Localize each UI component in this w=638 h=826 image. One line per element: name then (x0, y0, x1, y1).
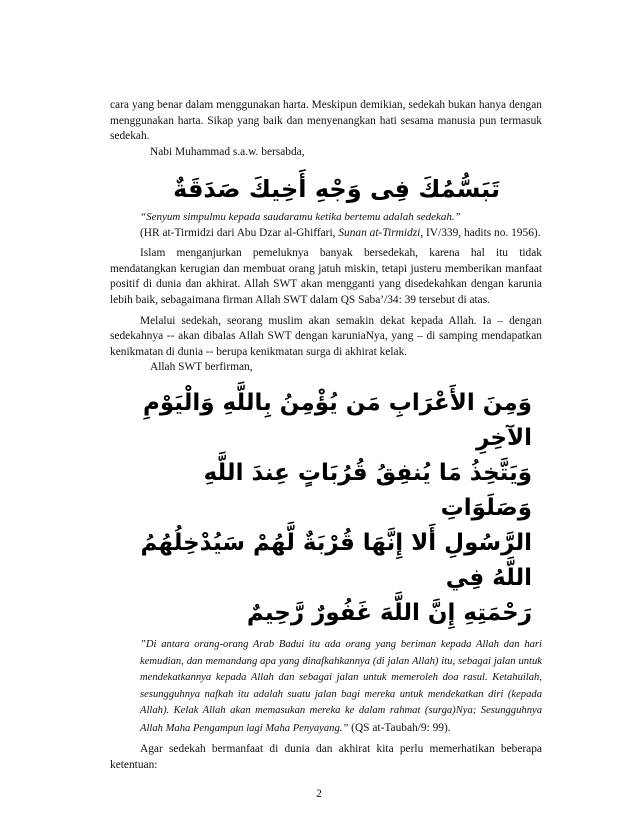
paragraph-ketentuan: Agar sedekah bermanfaat di dunia dan akhirat kita perlu memerhatikan beberapa ketentuan: (110, 743, 542, 772)
paragraph-dekat-allah: Melalui sedekah, seorang muslim akan semakin dekat kepada Allah. Ia – dengan sedekahnya -- akan dibalas Allah SWT dengan karuniaNya, yang – di samping mendapatkan kenikmatan di dunia -- berupa kenikmatan surga di akhirat kelak. (110, 314, 542, 358)
document-page (110, 98, 542, 774)
verse-translation-text: ”Di antara orang-orang Arab Badui itu ada orang yang beriman kepada Allah dan hari kemudian, dan memandang apa yang dinafkahkannya (di jalan Allah) itu, sebagai jalan untuk mendekatkannya kepada Allah dan sebagai jalan untuk memeroleh doa rasul. Ketahuilah, sesungguhnya nafkah itu adalah suatu jalan bagi mereka untuk mendekatkan diri (kepada Allah). Kelak Allah akan memasukan mereka ke dalam rahmat (surga)Nya; Sesungguhnya Allah Maha Pengampun lagi Maha Penyayang.” (140, 638, 542, 734)
paragraph-islam-sedekah: Islam menganjurkan pemeluknya banyak bersedekah, karena hal itu tidak mendatangkan kerugian dan membuat orang jatuh miskin, tetapi justeru memberikan manfaat positif di dunia dan akhirat. Allah SWT akan mengganti yang disedekahkan dengan karunia lebih baik, sebagaimana firman Allah SWT dalam QS Saba’/34: 39 tersebut di atas. (110, 247, 542, 306)
verse-arabic-line: وَمِنَ الأَعْرَابِ مَن يُؤْمِنُ بِاللَّهِ وَالْيَوْمِ الآخِرِ (143, 389, 532, 451)
hadith-translation: “Senyum simpulmu kepada saudaramu ketika bertemu adalah sedekah.” (140, 211, 461, 224)
verse-arabic-line: وَيَتَّخِذُ مَا يُنفِقُ قُرُبَاتٍ عِندَ اللَّهِ وَصَلَوَاتِ (203, 459, 532, 521)
hadith-block (140, 210, 542, 241)
hadith-reference (140, 226, 542, 242)
hadith-ref-plain: (HR at-Tirmidzi dari Abu Dzar al-Ghiffari, (140, 226, 339, 239)
verse-arabic-line: الرَّسُولِ أَلا إِنَّهَا قُرْبَةٌ لَّهُمْ سَيُدْخِلُهُمُ اللَّهُ فِي (140, 529, 532, 591)
verse-lead-in: Allah SWT berfirman, (150, 361, 253, 374)
hadith-arabic: تَبَسُّمُكَ فِى وَجْهِ أَخِيكَ صَدَقَةٌ (173, 175, 500, 204)
page-number: 2 (316, 788, 322, 800)
verse-arabic (140, 386, 542, 631)
verse-block (140, 637, 542, 738)
hadith-ref-tail: , IV/339, hadits no. 1956). (420, 226, 541, 239)
hadith-ref-source: Sunan at-Tirmidzi (338, 226, 421, 239)
verse-translation (140, 637, 542, 738)
verse-reference: (QS at-Taubah/9: 99). (348, 721, 451, 734)
verse-arabic-line: رَحْمَتِهِ إِنَّ اللَّهَ غَفُورٌ رَّحِيمٌ (246, 599, 532, 626)
hadith-lead-in: Nabi Muhammad s.a.w. bersabda, (150, 145, 305, 158)
paragraph-intro: cara yang benar dalam menggunakan harta. Meskipun demikian, sedekah bukan hanya dengan menggunakan harta. Sikap yang baik dan menyenangkan hati sesama manusia pun termasuk sedekah. (110, 99, 542, 143)
